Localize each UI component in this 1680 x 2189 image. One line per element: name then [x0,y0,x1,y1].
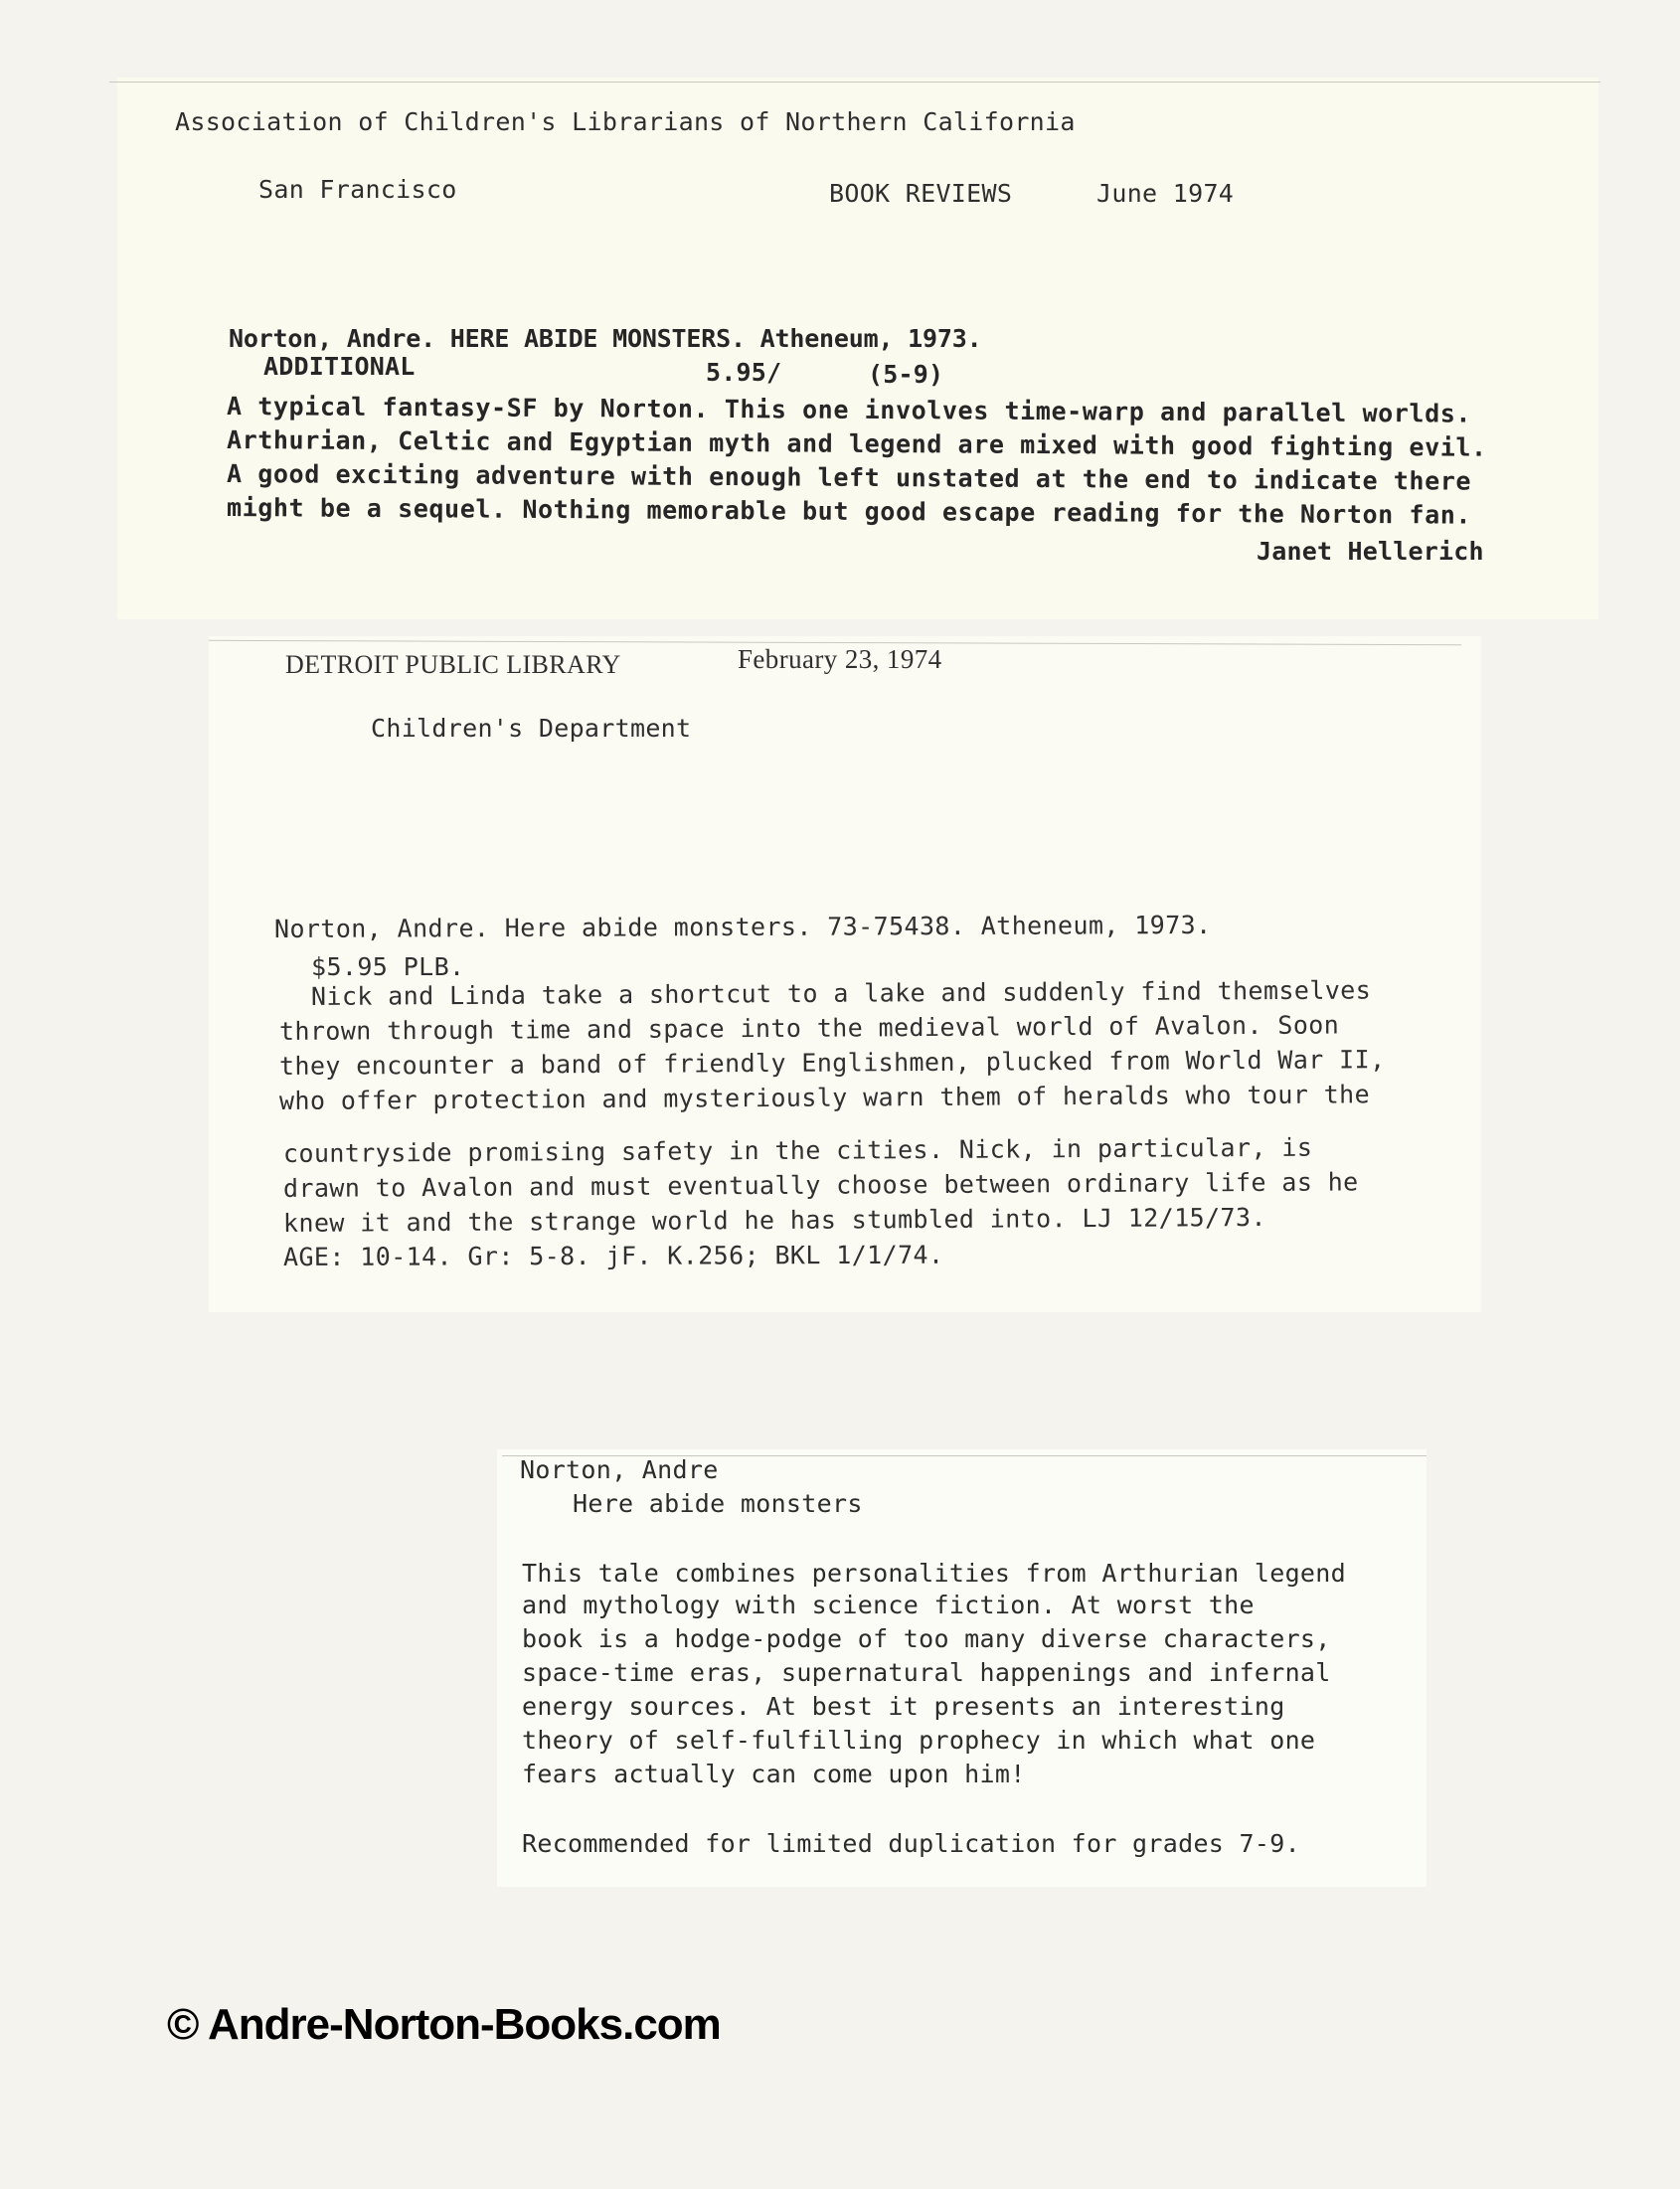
library-name: DETROIT PUBLIC LIBRARY [285,650,621,679]
org-header: Association of Children's Librarians of Northern California [175,107,1076,136]
book-citation: Norton, Andre. HERE ABIDE MONSTERS. Atheneum, 1973. [229,324,982,353]
rating: ADDITIONAL [263,352,416,381]
department: Children's Department [371,714,692,743]
review-body-line: energy sources. At best it presents an interesting [522,1692,1285,1721]
review-body-line: space-time eras, supernatural happenings and infernal [522,1658,1331,1687]
review-body-line: drawn to Avalon and must eventually choose between ordinary life as he [282,1167,1359,1203]
review-body-line: Nick and Linda take a shortcut to a lake and suddenly find themselves [310,975,1372,1011]
review-body-line: A good exciting adventure with enough left unstated at the end to indicate there [226,459,1472,496]
price: $5.95 PLB. [311,952,465,981]
review-body-line: book is a hodge-podge of too many diverse characters, [522,1624,1331,1653]
author: Norton, Andre [520,1455,719,1484]
city: San Francisco [258,175,457,204]
review-body-line: knew it and the strange world he has stumbled into. LJ 12/15/73. [282,1202,1266,1238]
review-body-line: who offer protection and mysteriously warn them of heralds who tour the [278,1080,1371,1115]
book-citation: Norton, Andre. Here abide monsters. 73-75438. Atheneum, 1973. [273,910,1212,943]
review-body-line: and mythology with science fiction. At worst the [522,1591,1255,1619]
review-body-line: This tale combines personalities from Arthurian legend [522,1559,1346,1588]
recommendation: Recommended for limited duplication for grades 7-9. [522,1829,1300,1858]
review-body-line: might be a sequel. Nothing memorable but good escape reading for the Norton fan. [226,493,1472,530]
classification-line: AGE: 10-14. Gr: 5-8. jF. K.256; BKL 1/1/74. [282,1240,944,1271]
review-body-line: Arthurian, Celtic and Egyptian myth and legend are mixed with good fighting evil. [226,425,1487,462]
review-date: June 1974 [1096,179,1235,208]
price: 5.95/ [706,358,782,387]
review-body-line: theory of self-fulfilling prophecy in which what one [522,1726,1316,1755]
review-date: February 23, 1974 [738,644,942,674]
review-body-line: fears actually can come upon him! [522,1760,1026,1788]
review-body-line: countryside promising safety in the cities. Nick, in particular, is [282,1132,1313,1168]
review-body-line: A typical fantasy-SF by Norton. This one involves time-warp and parallel worlds. [226,392,1472,428]
review-body-line: they encounter a band of friendly Englishmen, plucked from World War II, [278,1045,1386,1081]
reviewer-name: Janet Hellerich [1257,537,1484,566]
review-body-line: thrown through time and space into the medieval world of Avalon. Soon [278,1010,1340,1046]
section-label: BOOK REVIEWS [829,179,1013,208]
grade-range: (5-9) [868,360,944,389]
copyright-watermark: © Andre-Norton-Books.com [167,2000,721,2049]
book-title: Here abide monsters [573,1489,863,1518]
clipping-edge [109,82,1600,83]
